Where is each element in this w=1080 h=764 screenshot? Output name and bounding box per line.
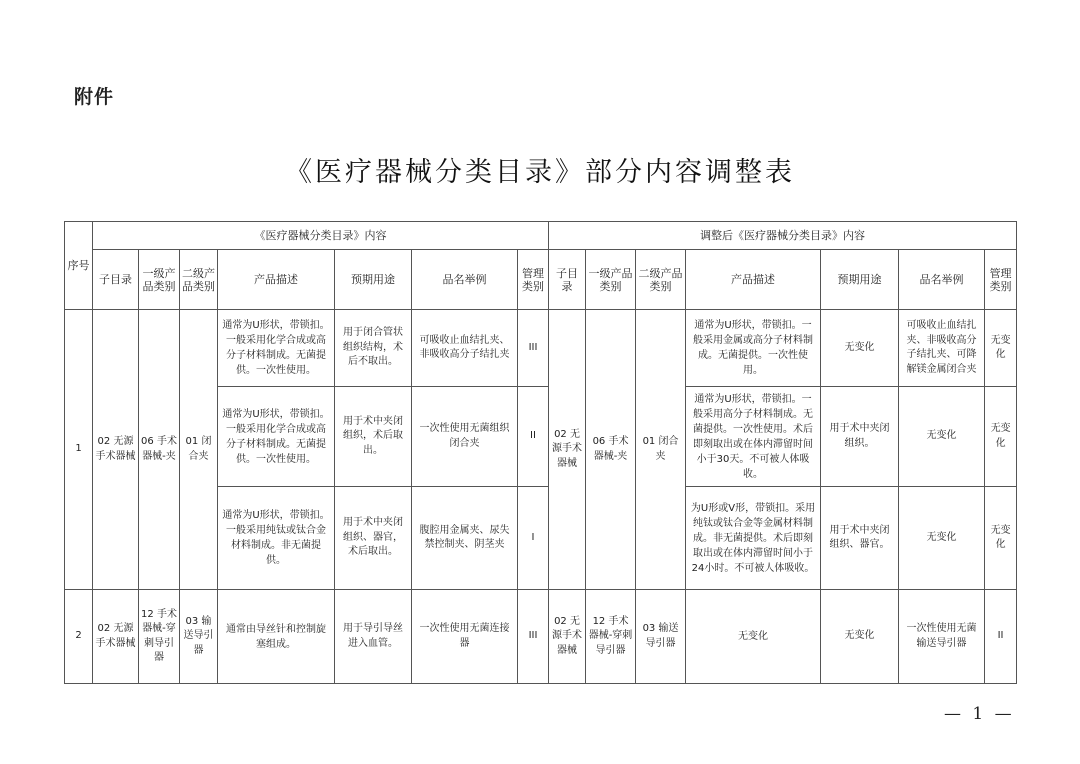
adj-sub: 02 无源手术器械: [549, 590, 586, 684]
adj-use: 无变化: [821, 310, 899, 387]
orig-desc: 通常为U形状，带锁扣。一般采用纯钛或钛合金材料制成。非无菌提供。: [218, 487, 335, 590]
header-original-group: 《医疗器械分类目录》内容: [93, 222, 549, 250]
adj-cat1: 06 手术器械-夹: [586, 310, 636, 590]
header-orig-class: 管理类别: [518, 250, 549, 310]
header-orig-examples: 品名举例: [412, 250, 518, 310]
adj-desc: 为U形或V形，带锁扣。采用纯钛或钛合金等金属材料制成。非无菌提供。术后即刻取出或在体内滞留时间小于24小时。不可被人体吸收。: [686, 487, 821, 590]
orig-use: 用于闭合管状组织结构，术后不取出。: [335, 310, 412, 387]
header-adj-cat2: 二级产品类别: [636, 250, 686, 310]
header-adj-use: 预期用途: [821, 250, 899, 310]
header-orig-sub: 子目录: [93, 250, 139, 310]
orig-cat1: 06 手术器械-夹: [139, 310, 180, 590]
orig-class: I: [518, 487, 549, 590]
adj-desc: 通常为U形状，带锁扣。一般采用高分子材料制成。无菌提供。一次性使用。术后即刻取出或在体内滞留时间小于30天。不可被人体吸收。: [686, 387, 821, 487]
adj-use: 用于术中夹闭组织。: [821, 387, 899, 487]
orig-use: 用于术中夹闭组织，术后取出。: [335, 387, 412, 487]
orig-desc: 通常由导丝针和控制旋塞组成。: [218, 590, 335, 684]
page-title: 《医疗器械分类目录》部分内容调整表: [285, 157, 795, 188]
header-seq: 序号: [65, 222, 93, 310]
table-row: [65, 590, 1017, 684]
orig-examples: 腹腔用金属夹、尿失禁控制夹、阴茎夹: [412, 487, 518, 590]
header-orig-cat2: 二级产品类别: [180, 250, 218, 310]
header-orig-use: 预期用途: [335, 250, 412, 310]
adj-cat2: 01 闭合夹: [636, 310, 686, 590]
header-orig-desc: 产品描述: [218, 250, 335, 310]
adj-sub: 02 无源手术器械: [549, 310, 586, 590]
table-row: [65, 310, 1017, 387]
adj-examples: 一次性使用无菌输送导引器: [899, 590, 985, 684]
orig-class: II: [518, 387, 549, 487]
header-adj-desc: 产品描述: [686, 250, 821, 310]
adj-cat2: 03 输送导引器: [636, 590, 686, 684]
adj-use: 用于术中夹闭组织、器官。: [821, 487, 899, 590]
page-number: — 1 —: [944, 704, 1015, 724]
orig-class: III: [518, 590, 549, 684]
adj-cat1: 12 手术器械-穿刺导引器: [586, 590, 636, 684]
attachment-label: 附件: [74, 86, 115, 108]
orig-examples: 一次性使用无菌组织闭合夹: [412, 387, 518, 487]
orig-class: III: [518, 310, 549, 387]
header-adj-class: 管理类别: [985, 250, 1017, 310]
orig-cat2: 03 输送导引器: [180, 590, 218, 684]
adj-class: 无变化: [985, 387, 1017, 487]
row-seq: 1: [65, 310, 93, 590]
header-adj-sub: 子目录: [549, 250, 586, 310]
orig-use: 用于导引导丝进入血管。: [335, 590, 412, 684]
adj-examples: 无变化: [899, 487, 985, 590]
header-adjusted-group: 调整后《医疗器械分类目录》内容: [549, 222, 1017, 250]
orig-sub: 02 无源手术器械: [93, 310, 139, 590]
adj-use: 无变化: [821, 590, 899, 684]
orig-sub: 02 无源手术器械: [93, 590, 139, 684]
adj-class: II: [985, 590, 1017, 684]
orig-desc: 通常为U形状，带锁扣。一般采用化学合成或高分子材料制成。无菌提供。一次性使用。: [218, 387, 335, 487]
orig-examples: 一次性使用无菌连接器: [412, 590, 518, 684]
adj-desc: 通常为U形状，带锁扣。一般采用金属或高分子材料制成。无菌提供。一次性使用。: [686, 310, 821, 387]
orig-use: 用于术中夹闭组织、器官，术后取出。: [335, 487, 412, 590]
header-adj-examples: 品名举例: [899, 250, 985, 310]
header-adj-cat1: 一级产品类别: [586, 250, 636, 310]
adj-class: 无变化: [985, 487, 1017, 590]
adj-desc: 无变化: [686, 590, 821, 684]
adj-examples: 无变化: [899, 387, 985, 487]
adjustment-table: [64, 221, 1017, 684]
orig-desc: 通常为U形状，带锁扣。一般采用化学合成或高分子材料制成。无菌提供。一次性使用。: [218, 310, 335, 387]
row-seq: 2: [65, 590, 93, 684]
orig-cat1: 12 手术器械-穿刺导引器: [139, 590, 180, 684]
header-orig-cat1: 一级产品类别: [139, 250, 180, 310]
orig-examples: 可吸收止血结扎夹、非吸收高分子结扎夹: [412, 310, 518, 387]
orig-cat2: 01 闭合夹: [180, 310, 218, 590]
adj-examples: 可吸收止血结扎夹、非吸收高分子结扎夹、可降解镁金属闭合夹: [899, 310, 985, 387]
adj-class: 无变化: [985, 310, 1017, 387]
